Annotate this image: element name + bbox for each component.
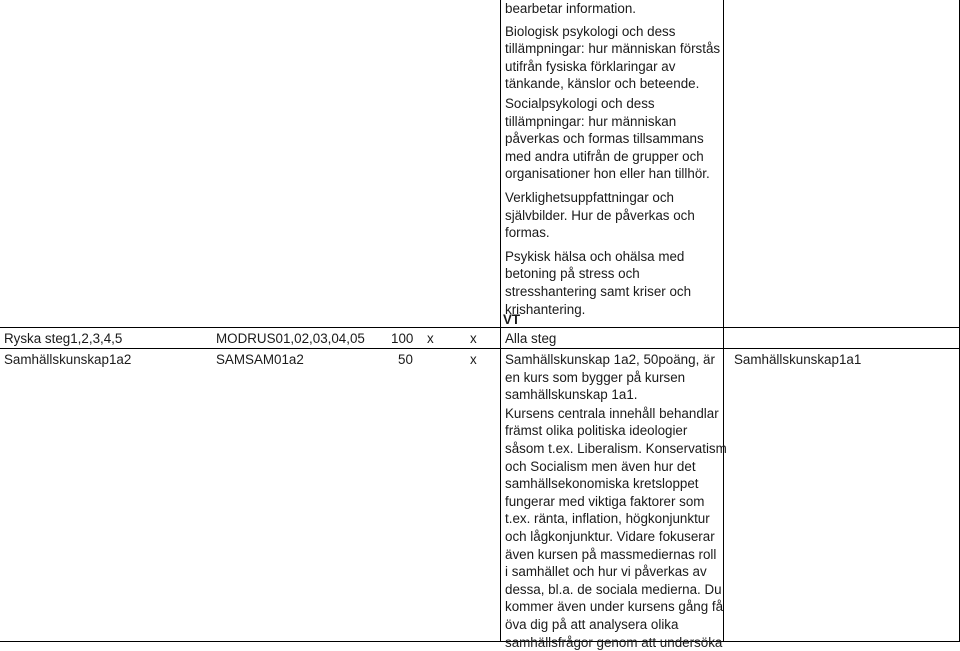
description-paragraph bbox=[505, 0, 720, 18]
description-line: stresshantering samt kriser och bbox=[505, 283, 720, 301]
term-label: VT bbox=[503, 311, 521, 329]
description-line: och Socialism men även hur det bbox=[505, 458, 727, 476]
description-line: tillämpningar: hur människan förstås bbox=[505, 40, 720, 58]
description-line: dessa, bl.a. de sociala medierna. Du bbox=[505, 581, 727, 599]
description-line: fungerar med viktiga faktorer som bbox=[505, 493, 727, 511]
course-name-ryska: Ryska steg1,2,3,4,5 bbox=[4, 330, 122, 348]
description-line: såsom t.ex. Liberalism. Konservatism bbox=[505, 440, 727, 458]
description-line: självbilder. Hur de påverkas och bbox=[505, 207, 720, 225]
description-cell-previous bbox=[505, 0, 720, 318]
description-paragraph bbox=[505, 405, 727, 651]
description-line: öva dig på att analysera olika bbox=[505, 616, 727, 634]
mark-ryska-1: x bbox=[427, 330, 434, 348]
course-name-sam: Samhällskunskap1a2 bbox=[4, 351, 131, 369]
description-cell-sam bbox=[505, 351, 727, 651]
description-line: en kurs som bygger på kursen bbox=[505, 369, 727, 387]
row-divider bbox=[0, 348, 960, 349]
column-divider bbox=[500, 0, 501, 642]
points-ryska: 100 bbox=[391, 330, 413, 348]
prerequisite-sam: Samhällskunskap1a1 bbox=[734, 351, 861, 369]
course-code-ryska: MODRUS01,02,03,04,05 bbox=[216, 330, 365, 348]
description-line: formas. bbox=[505, 224, 720, 242]
description-line: samhällskunskap 1a1. bbox=[505, 386, 727, 404]
description-line: främst olika politiska ideologier bbox=[505, 422, 727, 440]
description-line: i samhället och hur vi påverkas av bbox=[505, 563, 727, 581]
description-line: tänkande, känslor och beteende. bbox=[505, 75, 720, 93]
description-line: Kursens centrala innehåll behandlar bbox=[505, 405, 727, 423]
description-line: krishantering. bbox=[505, 301, 720, 319]
description-line: betoning på stress och bbox=[505, 265, 720, 283]
description-line: kommer även under kursens gång få bbox=[505, 598, 727, 616]
description-line: Samhällskunskap 1a2, 50poäng, är bbox=[505, 351, 727, 369]
points-sam: 50 bbox=[398, 351, 413, 369]
description-line: även kursen på massmediernas roll bbox=[505, 546, 727, 564]
description-line: och lågkonjunktur. Vidare fokuserar bbox=[505, 528, 727, 546]
description-line: t.ex. ränta, inflation, högkonjunktur bbox=[505, 510, 727, 528]
description-line: Psykisk hälsa och ohälsa med bbox=[505, 248, 720, 266]
description-line: samhällsekonomiska kretsloppet bbox=[505, 475, 727, 493]
description-line: med andra utifrån de grupper och bbox=[505, 148, 720, 166]
description-line: bearbetar information. bbox=[505, 0, 720, 18]
description-paragraph bbox=[505, 23, 720, 93]
description-line: påverkas och formas tillsammans bbox=[505, 130, 720, 148]
description-paragraph bbox=[505, 189, 720, 242]
course-code-sam: SAMSAM01a2 bbox=[216, 351, 304, 369]
description-line: organisationer hon eller han tillhör. bbox=[505, 165, 720, 183]
description-paragraph bbox=[505, 351, 727, 404]
description-line: utifrån fysiska förklaringar av bbox=[505, 58, 720, 76]
description-line: Verklighetsuppfattningar och bbox=[505, 189, 720, 207]
description-paragraph bbox=[505, 248, 720, 318]
description-paragraph bbox=[505, 95, 720, 183]
mark-ryska-2: x bbox=[470, 330, 477, 348]
description-line: samhällsfrågor genom att undersöka bbox=[505, 634, 727, 651]
description-line: Socialpsykologi och dess bbox=[505, 95, 720, 113]
description-line: tillämpningar: hur människan bbox=[505, 113, 720, 131]
mark-sam-2: x bbox=[470, 351, 477, 369]
description-line: Biologisk psykologi och dess bbox=[505, 23, 720, 41]
row-divider bbox=[0, 327, 960, 328]
description-ryska: Alla steg bbox=[505, 330, 556, 348]
